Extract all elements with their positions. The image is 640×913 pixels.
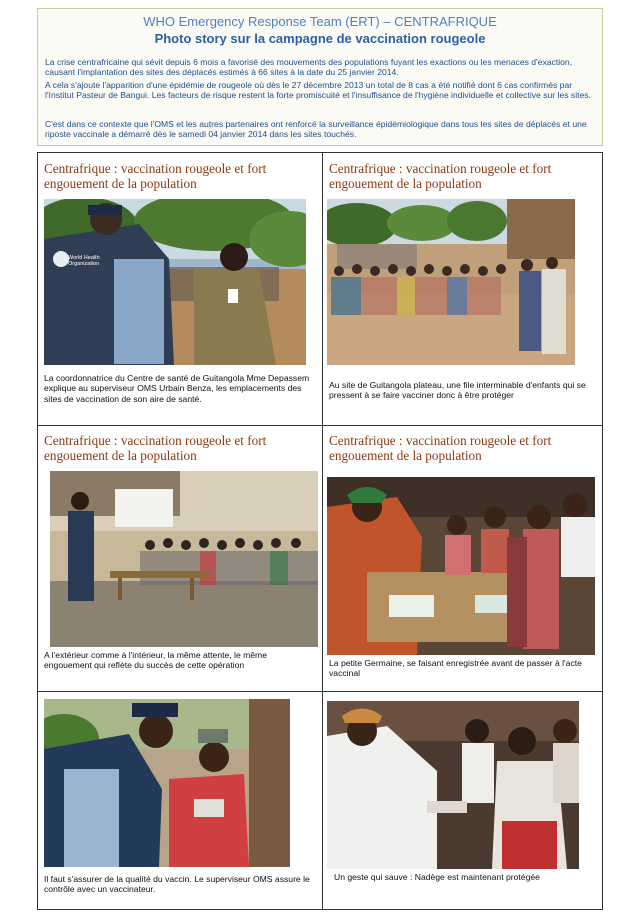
cell-4-title: Centrafrique : vaccination rougeole et fort engouement de la population xyxy=(329,433,552,463)
cell-6-photo xyxy=(327,701,579,869)
header-paragraph-2: A cela s'ajoute l'apparition d'une épidémie de rougeole où dès le 27 décembre 2013 un total de 8 cas a été notifié dont 6 cas confirmés par l'Institut Pasteur de Bangui. Les facteurs de risque restent la forte promiscuité et l'insuffisance de l'hygiène individuelle et collective sur les sites. xyxy=(45,80,591,101)
cell-6-caption: Un geste qui sauve : Nadège est maintenant protégée xyxy=(334,872,540,882)
cell-3-photo xyxy=(50,471,318,647)
grid-divider-row2 xyxy=(38,691,602,692)
who-logo-text: World Health Organization xyxy=(68,255,100,267)
cell-2-title: Centrafrique : vaccination rougeole et fort engouement de la population xyxy=(329,161,552,191)
cell-3-caption: A l'extérieur comme à l'intérieur, la même attente, le même engouement qui reflète du succès de cette opération xyxy=(44,650,267,671)
cell-1-caption: La coordonnatrice du Centre de santé de Guitangola Mme Depassem explique au superviseur OMS Urbain Benza, les emplacements des sites de vaccination de son aire de santé. xyxy=(44,373,310,404)
header-paragraph-3: C'est dans ce contexte que l'OMS et les autres partenaires ont renforcé la surveillance épidémiologique dans tous les sites de déplacés et une riposte vaccinale a démarré dès le samedi 04 janvier 2014 dans les sites touchés. xyxy=(45,119,587,140)
header-paragraph-1: La crise centrafricaine qui sévit depuis 6 mois a favorisé des mouvements des populations fuyant les exactions ou les menaces d'exaction, causant l'implantation des sites des déplacés estimés à 66 sites à la date du 25 janvier 2014. xyxy=(45,57,573,78)
cell-2-photo xyxy=(327,199,575,365)
cell-1-title: Centrafrique : vaccination rougeole et fort engouement de la population xyxy=(44,161,267,191)
header-title-photo-story: Photo story sur la campagne de vaccination rougeole xyxy=(154,31,486,46)
header-title-ert: WHO Emergency Response Team (ERT) – CENTRAFRIQUE xyxy=(143,14,497,29)
header-box xyxy=(37,8,603,146)
photo-grid xyxy=(37,152,603,910)
cell-5-caption: Il faut s'assurer de la qualité du vaccin. Le superviseur OMS assure le contrôle avec un vaccinateur. xyxy=(44,874,310,895)
grid-divider-row1 xyxy=(38,425,602,426)
cell-4-photo xyxy=(327,477,595,655)
grid-divider-vertical xyxy=(322,153,323,909)
cell-2-caption: Au site de Guitangola plateau, une file interminable d'enfants qui se pressent à se faire vacciner donc à être protéger xyxy=(329,380,586,401)
cell-5-photo xyxy=(44,699,290,867)
cell-3-title: Centrafrique : vaccination rougeole et fort engouement de la population xyxy=(44,433,267,463)
cell-4-caption: La petite Germaine, se faisant enregistrée avant de passer à l'acte vaccinal xyxy=(329,658,582,679)
cell-1-photo xyxy=(44,199,306,365)
